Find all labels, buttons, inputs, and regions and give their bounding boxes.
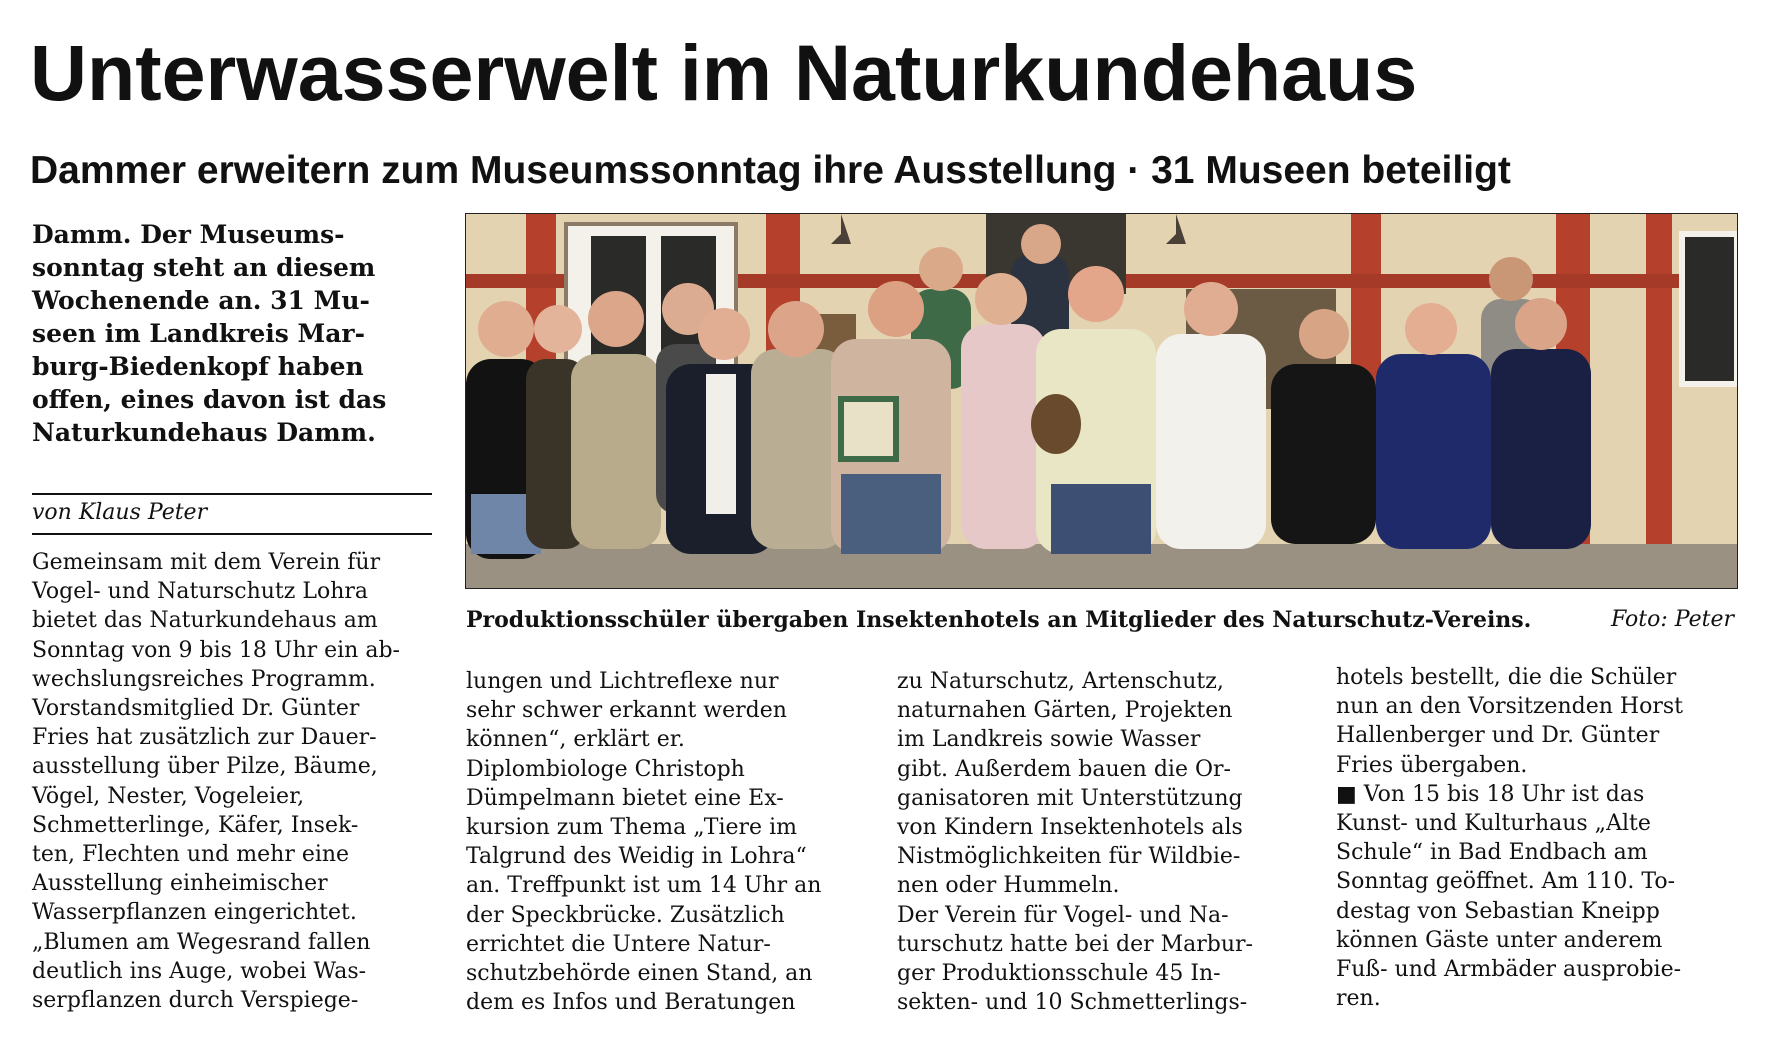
headline: Unterwasserwelt im Naturkundehaus	[30, 28, 1418, 117]
photo-caption: Produktionsschüler übergaben Insektenhotels an Mitglieder des Naturschutz-Vereins.	[466, 607, 1532, 633]
byline-rule-top	[32, 493, 432, 495]
group-photo	[465, 213, 1738, 589]
body-column-3: zu Naturschutz, Artenschutz, naturnahen Gärten, Projekten im Landkreis sowie Wasser gibt. Außerdem bauen die Or- ganisatoren mit Unterstützung von Kindern Insektenhotels als Nistmöglichkeiten für Wildbie- nen oder Hummeln. Der Verein für Vogel- und Na- turschutz hatte bei der Marbur- ger Produktionsschule 45 In- sekten- und 10 Schmetterlings-	[897, 669, 1253, 1016]
body-column-2: lungen und Lichtreflexe nur sehr schwer erkannt werden können“, erklärt er. Diplombiologe Christoph Dümpelmann bietet eine Ex- kursion zum Thema „Tiere im Talgrund des Weidig in Lohra“ an. Treffpunkt ist um 14 Uhr an der Speckbrücke. Zusätzlich errichtet die Untere Natur- schutzbehörde einen Stand, an dem es Infos und Beratungen	[466, 669, 822, 1016]
byline-rule-bottom	[32, 533, 432, 535]
byline: von Klaus Peter	[32, 500, 208, 525]
body-column-4: hotels bestellt, die die Schüler nun an den Vorsitzenden Horst Hallenberger und Dr. Günter Fries übergaben. ■ Von 15 bis 18 Uhr ist das Kunst- und Kulturhaus „Alte Schule“ in Bad Endbach am Sonntag geöffnet. Am 110. To- destag von Sebastian Kneipp können Gäste unter anderem Fuß- und Armbäder ausprobie- ren.	[1336, 665, 1683, 1012]
window	[1682, 234, 1737, 384]
photo-credit: Foto: Peter	[1610, 607, 1734, 632]
group-photo-drawing	[466, 214, 1737, 588]
lead-paragraph: Damm. Der Museums- sonntag steht an diesem Wochenende an. 31 Mu- seen im Landkreis Mar- burg-Biedenkopf haben offen, eines davon ist das Naturkundehaus Damm.	[32, 220, 387, 447]
subheadline: Dammer erweitern zum Museumssonntag ihre Ausstellung · 31 Museen beteiligt	[30, 149, 1511, 192]
timber-beam	[1646, 214, 1672, 588]
body-column-1: Gemeinsam mit dem Verein für Vogel- und Naturschutz Lohra bietet das Naturkundehaus am Sonntag von 9 bis 18 Uhr ein ab- wechslungsreiches Programm. Vorstandsmitglied Dr. Günter Fries hat zusätzlich zur Dauer- ausstellung über Pilze, Bäume, Vögel, Nester, Vogeleier, Schmetterlinge, Käfer, Insek- ten, Flechten und mehr eine Ausstellung einheimischer Wasserpflanzen eingerichtet. „Blumen am Wegesrand fallen deutlich ins Auge, wobei Was- serpflanzen durch Verspiege-	[32, 550, 400, 1014]
